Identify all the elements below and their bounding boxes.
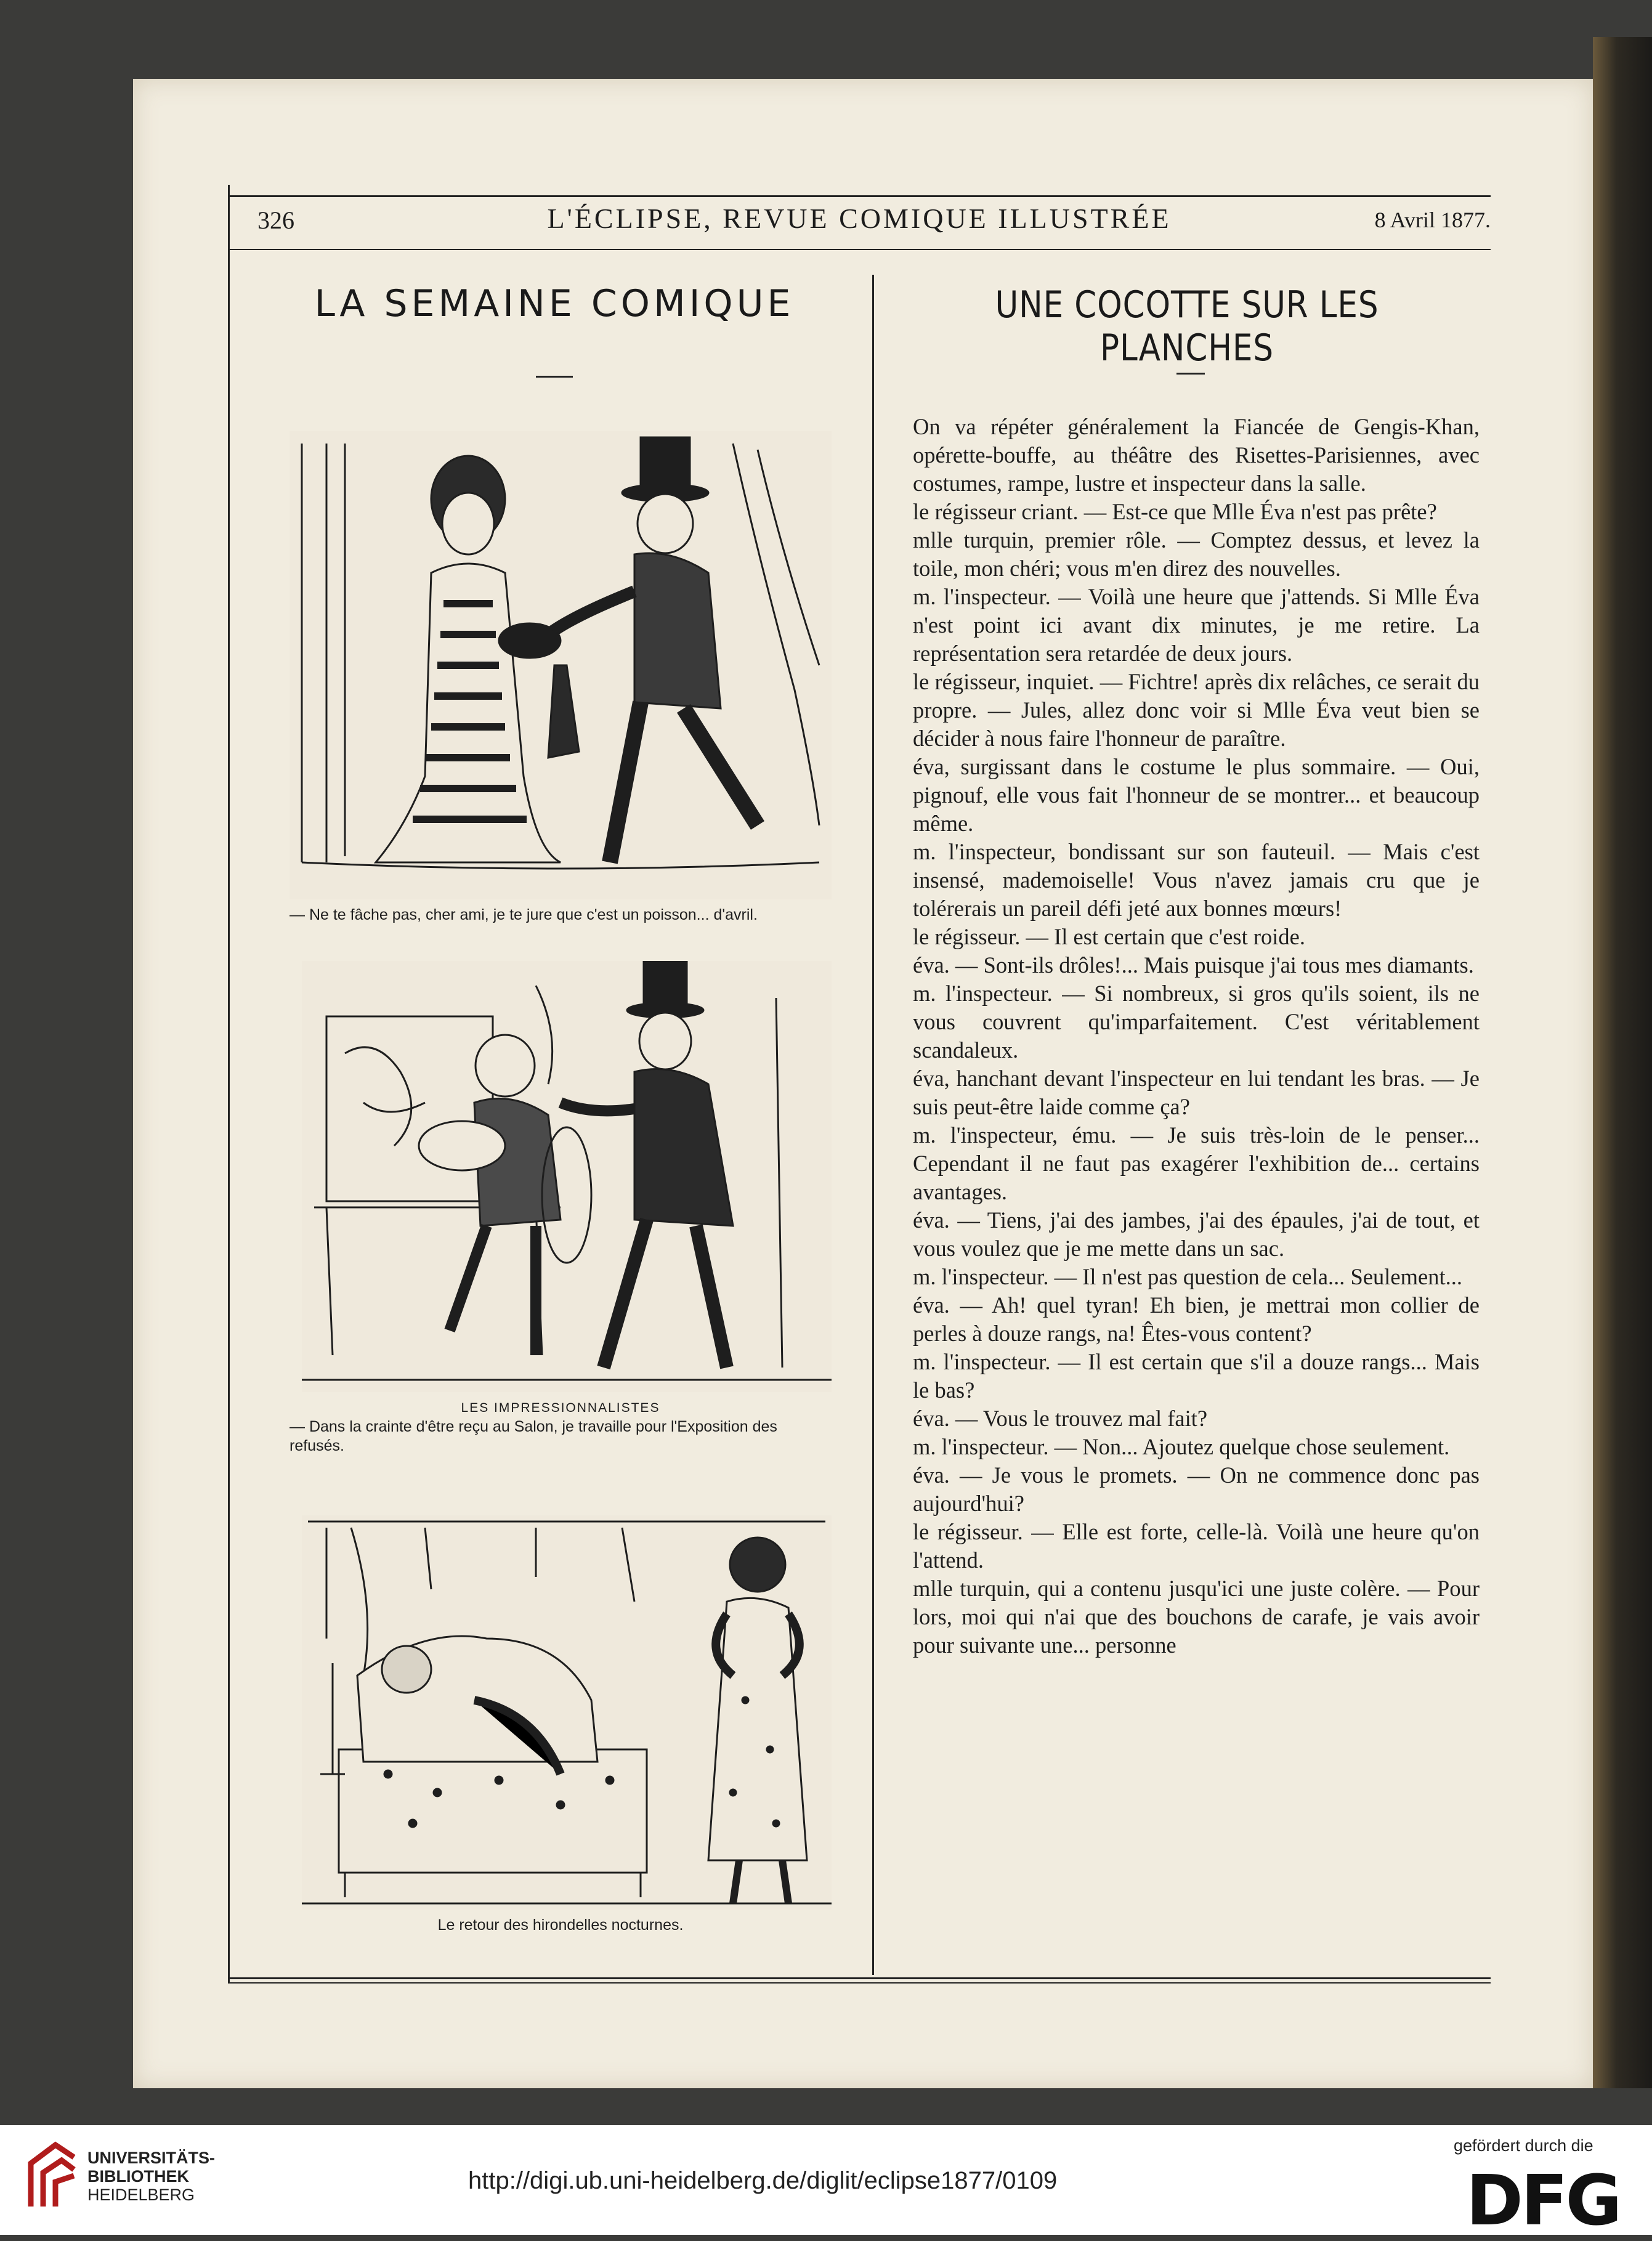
- footer-band: [0, 2125, 1652, 2241]
- illustration-poisson-avril: [290, 431, 832, 899]
- right-title-dash: [1176, 373, 1205, 375]
- right-column-title: UNE COCOTTE SUR LES PLANCHES: [995, 283, 1379, 370]
- dfg-logo: DFG: [1466, 2161, 1620, 2241]
- caption-title-impressionnalistes: LES IMPRESSIONNALISTES: [461, 1401, 660, 1415]
- left-title-dash: [536, 376, 573, 378]
- caption-illustration-2: [290, 1398, 832, 1456]
- permalink-url[interactable]: http://digi.ub.uni-heidelberg.de/diglit/eclipse1877/0109: [468, 2167, 1058, 2194]
- caption-text-impressionnalistes: — Dans la crainte d'être reçu au Salon, je travaille pour l'Exposition des refusés.: [290, 1418, 777, 1454]
- frame-left-rule: [228, 185, 230, 1984]
- library-name-line1: UNIVERSITÄTS-: [87, 2149, 216, 2167]
- book-spine: [1593, 37, 1652, 2088]
- bottom-rule-1: [228, 1977, 1491, 1979]
- article-text: On va répéter généralement la Fiancée de Gengis-Khan, opérette-bouffe, au théâtre des Risettes-Parisiennes, avec costumes, rampe, lustre et inspecteur dans la salle. le régisseur criant. — Est-ce que Mlle Éva n'est pas prête? mlle turquin, premier rôle. — Comptez dessus, et levez la toile, mon chéri; vous m'en direz des nouvelles. m. l'inspecteur. — Voilà une heure que j'attends. Si Mlle Éva n'est point ici avant dix minutes, je me retire. La représentation sera retardée de deux jours. le régisseur, inquiet. — Fichtre! après dix relâches, ce serait du propre. — Jules, allez donc voir si Mlle Éva veut bien se décider à nous faire l'honneur de paraître. éva, surgissant dans le costume le plus sommaire. — Oui, pignouf, elle vous fait l'honneur de se montrer... et beaucoup même. m. l'inspecteur, bondissant sur son fauteuil. — Mais c'est insensé, mademoiselle! Vous n'avez jamais cru que je tolérerais un pareil défi jeté aux bonnes mœurs! le régisseur. — Il est certain que c'est roide. éva. — Sont-ils drôles!... Mais puisque j'ai tous mes diamants. m. l'inspecteur. — Si nombreux, si gros qu'ils soient, ils ne vous couvrent qu'imparfaitement. C'est véritablement scandaleux. éva, hanchant devant l'inspecteur en lui tendant les bras. — Je suis peut-être laide comme ça? m. l'inspecteur, ému. — Je suis très-loin de le penser... Cependant il ne faut pas exagérer l'exhibition de... certains avantages. éva. — Tiens, j'ai des jambes, j'ai des épaules, j'ai de tout, et vous voulez que je me mette dans un sac. m. l'inspecteur. — Il n'est pas question de cela... Seulement... éva. — Ah! quel tyran! Eh bien, je mettrai mon collier de perles à douze rangs, na! Êtes-vous content? m. l'inspecteur. — Il est certain que s'il a douze rangs... Mais le bas? éva. — Vous le trouvez mal fait? m. l'inspecteur. — Non... Ajoutez quelque chose seulement. éva. — Je vous le promets. — On ne commence donc pas aujourd'hui? le régisseur. — Elle est forte, celle-là. Voilà une heure qu'on l'attend. mlle turquin, qui a contenu jusqu'ici une juste colère. — Pour lors, moi qui n'ai que des bouchons de carafe, je vais avoir pour suivante une... personne: [913, 414, 1480, 1658]
- page-header: [228, 197, 1491, 249]
- library-name-line3: HEIDELBERG: [87, 2186, 195, 2204]
- bottom-rule-2: [228, 1982, 1491, 1984]
- university-library-logo-icon: [25, 2139, 80, 2213]
- caption-illustration-1: — Ne te fâche pas, cher ami, je te jure que c'est un poisson... d'avril.: [290, 906, 758, 923]
- journal-title: L'ÉCLIPSE, REVUE COMIQUE ILLUSTRÉE: [547, 203, 1172, 234]
- library-name: [87, 2149, 215, 2204]
- header-rule: [228, 249, 1491, 250]
- left-column-title: LA SEMAINE COMIQUE: [314, 282, 795, 325]
- illustration-impressionnalistes: [302, 961, 832, 1392]
- funding-label: gefördert durch die: [1454, 2136, 1593, 2155]
- column-rule: [872, 275, 874, 1975]
- issue-date: 8 Avril 1877.: [1374, 208, 1491, 232]
- illustration-hirondelles: [302, 1515, 832, 1910]
- page-number: 326: [257, 206, 294, 234]
- library-name-line2: BIBLIOTHEK: [87, 2167, 189, 2186]
- caption-illustration-3: Le retour des hirondelles nocturnes.: [437, 1916, 684, 1934]
